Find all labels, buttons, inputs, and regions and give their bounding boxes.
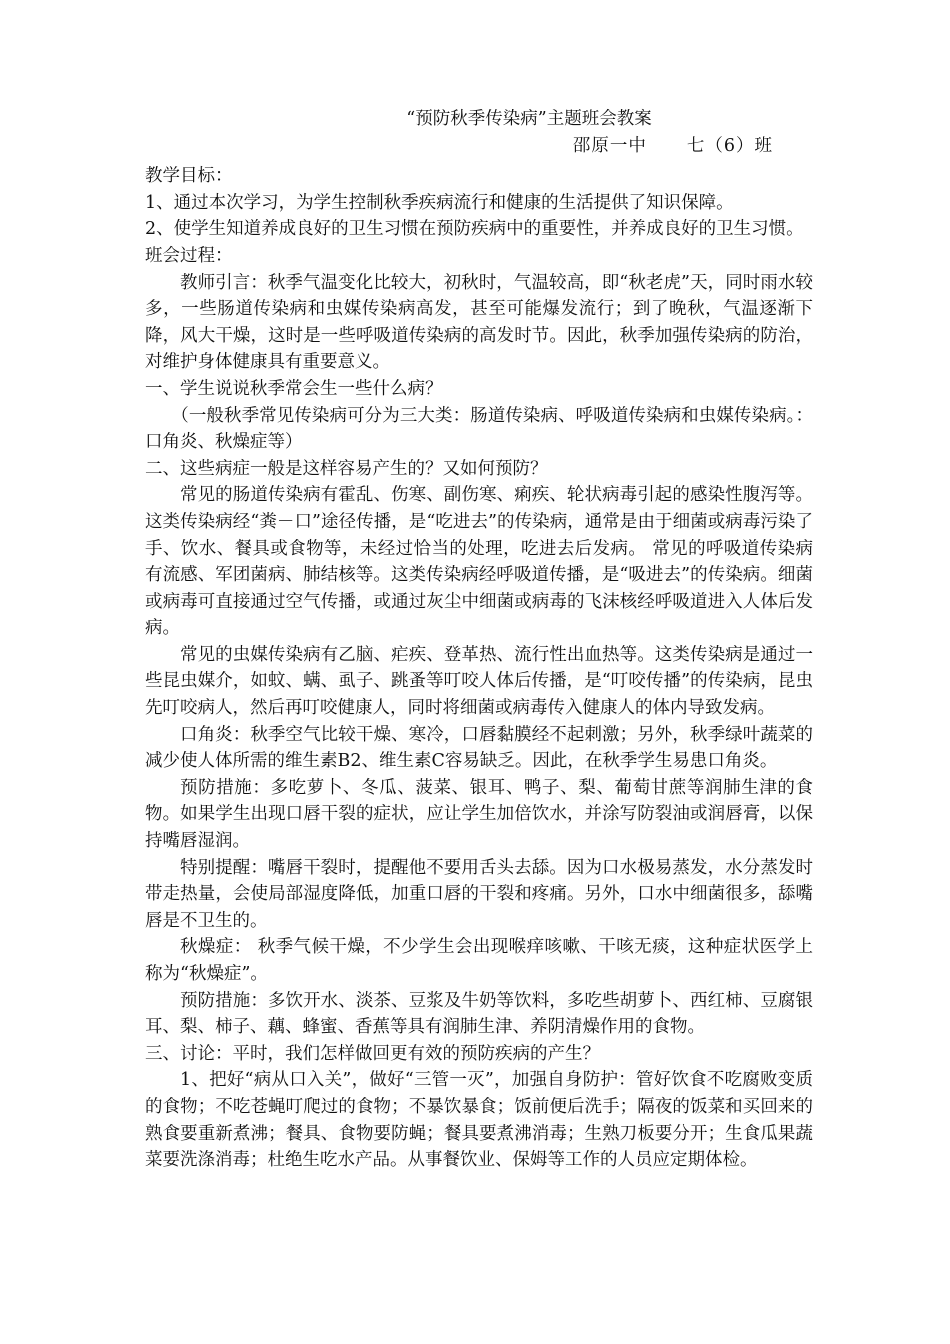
question-1-answer: （一般秋季常见传染病可分为三大类：肠道传染病、呼吸道传染病和虫媒传染病。：口角炎、秋燥症等） bbox=[145, 405, 813, 453]
prevention-paragraph-2: 预防措施：多饮开水、淡茶、豆浆及牛奶等饮料，多吃些胡萝卜、西红柿、豆腐银耳、梨、柿子、藕、蜂蜜、香蕉等具有润肺生津、养阴清燥作用的食物。 bbox=[145, 990, 813, 1038]
document-page bbox=[145, 96, 813, 1174]
byline bbox=[145, 133, 773, 160]
document-title: “预防秋季传染病”主题班会教案 bbox=[406, 109, 652, 129]
school-name: 邵原一中 bbox=[572, 135, 647, 156]
prevention-paragraph-1: 预防措施：多吃萝卜、冬瓜、菠菜、银耳、鸭子、梨、葡萄甘蔗等润肺生津的食物。如果学生出现口唇干裂的症状，应让学生加倍饮水，并涂写防裂油或润唇膏，以保持嘴唇湿润。 bbox=[145, 777, 813, 852]
intestinal-respiratory-paragraph: 常见的肠道传染病有霍乱、伤寒、副伤寒、痢疾、轮状病毒引起的感染性腹泻等。这类传染病经“粪－口”途径传播，是“吃进去”的传染病，通常是由于细菌或病毒污染了手、饮水、餐具或食物等，未经过恰当的处理，吃进去后发病。 常见的呼吸道传染病有流感、军团菌病、肺结核等。这类传染病经呼吸道传播，是“吸进去”的传染病。细菌或病毒可直接通过空气传播，或通过灰尘中细菌或病毒的飞沫核经呼吸道进入人体后发病。 bbox=[145, 485, 813, 639]
question-3-heading: 三、讨论：平时，我们怎样做回更有效的预防疾病的产生？ bbox=[145, 1043, 600, 1064]
goal-item-2: 2、使学生知道养成良好的卫生习惯在预防疾病中的重要性，并养成良好的卫生习惯。 bbox=[145, 219, 804, 240]
discussion-point-1: 1、把好“病从口入关”，做好“三管一灭”，加强自身防护：管好饮食不吃腐败变质的食物；不吃苍蝇叮爬过的食物；不暴饮暴食；饭前便后洗手；隔夜的饭菜和买回来的熟食要重新煮沸；餐具、食物要防蝇；餐具要煮沸消毒；生熟刀板要分开；生食瓜果蔬菜要洗涤消毒；杜绝生吃水产品。从事餐饮业、保姆等工作的人员应定期体检。 bbox=[145, 1070, 813, 1171]
teacher-intro-paragraph: 教师引言：秋季气温变化比较大，初秋时，气温较高，即“秋老虎”天，同时雨水较多，一些肠道传染病和虫媒传染病高发，甚至可能爆发流行；到了晚秋，气温逐渐下降，风大干燥，这时是一些呼吸道传染病的高发时节。因此，秋季加强传染病的防治，对维护身体健康具有重要意义。 bbox=[145, 272, 813, 373]
autumn-dryness-paragraph: 秋燥症： 秋季气候干燥，不少学生会出现喉痒咳嗽、干咳无痰，这种症状医学上称为“秋燥症”。 bbox=[145, 937, 813, 984]
insect-borne-paragraph: 常见的虫媒传染病有乙脑、疟疾、登革热、流行性出血热等。这类传染病是通过一些昆虫媒介，如蚊、螨、虱子、跳蚤等叮咬人体后传播，是“叮咬传播”的传染病，昆虫先叮咬病人，然后再叮咬健康人，同时将细菌或病毒传入健康人的体内导致发病。 bbox=[145, 644, 813, 719]
question-1-heading: 一、学生说说秋季常会生一些什么病？ bbox=[145, 378, 443, 399]
section-heading-process: 班会过程： bbox=[145, 245, 233, 266]
angular-cheilitis-paragraph: 口角炎：秋季空气比较干燥、寒冷，口唇黏膜经不起刺激；另外，秋季绿叶蔬菜的减少使人体所需的维生素B2、维生素C容易缺乏。因此，在秋季学生易患口角炎。 bbox=[145, 724, 813, 772]
question-2-heading: 二、这些病症一般是这样容易产生的？又如何预防？ bbox=[145, 458, 548, 479]
class-name: 七（6）班 bbox=[686, 135, 773, 156]
special-reminder-paragraph: 特别提醒：嘴唇干裂时，提醒他不要用舌头去舔。因为口水极易蒸发，水分蒸发时带走热量，会使局部湿度降低，加重口唇的干裂和疼痛。另外，口水中细菌很多，舔嘴唇是不卫生的。 bbox=[145, 857, 813, 931]
section-heading-goals: 教学目标： bbox=[145, 166, 233, 187]
goal-item-1: 1、通过本次学习，为学生控制秋季疾病流行和健康的生活提供了知识保障。 bbox=[145, 192, 734, 213]
